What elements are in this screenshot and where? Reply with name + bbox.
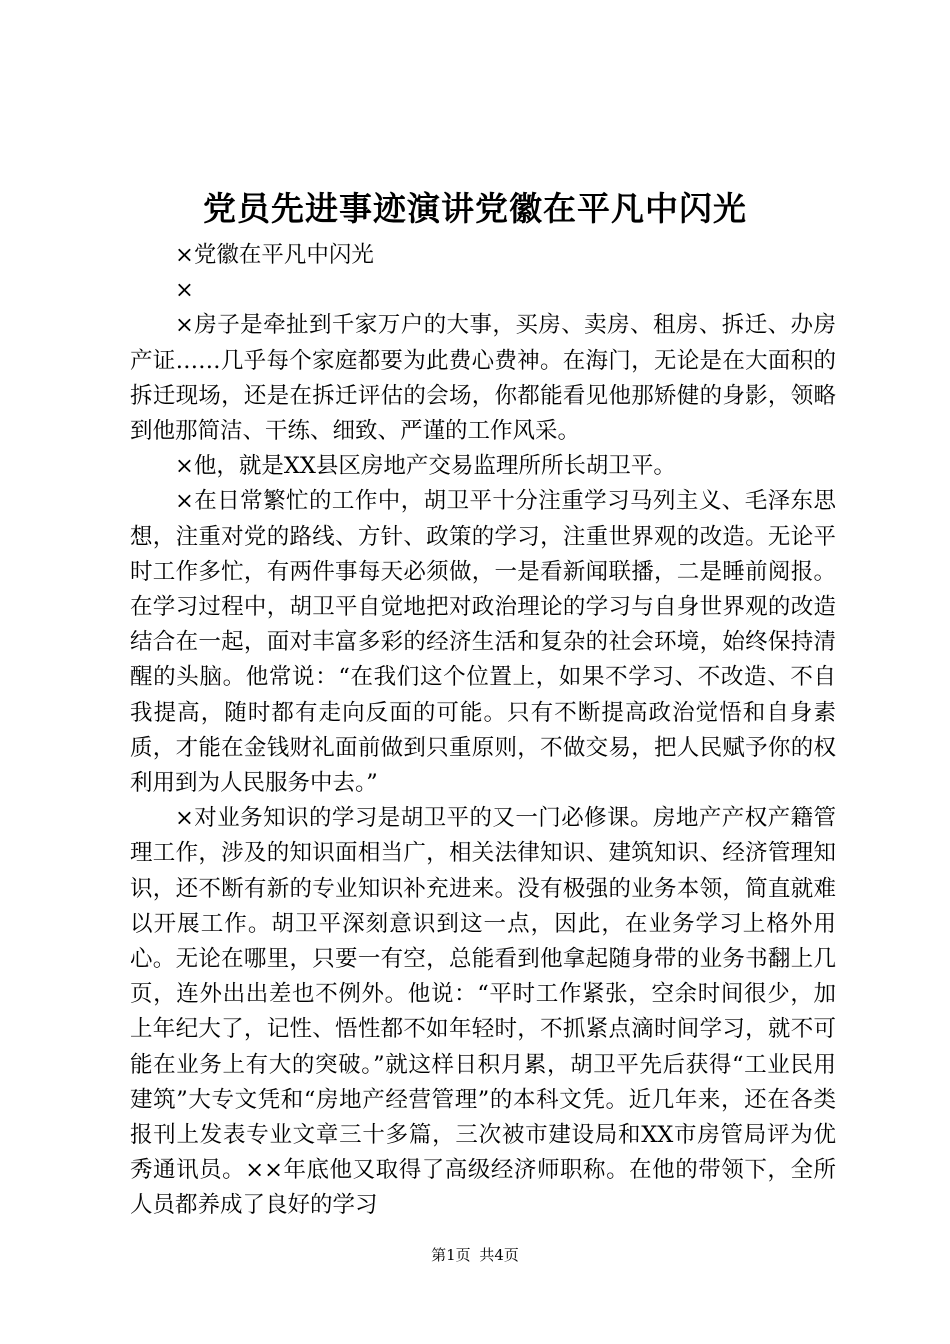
page-footer xyxy=(0,1244,950,1266)
paragraph: ×在日常繁忙的工作中，胡卫平十分注重学习马列主义、毛泽东思想，注重对党的路线、方针、政策的学习，注重世界观的改造。无论平时工作多忙，有两件事每天必须做，一是看新闻联播，二是睡前阅报。在学习过程中，胡卫平自觉地把对政治理论的学习与自身世界观的改造结合在一起，面对丰富多彩的经济生活和复杂的社会环境，始终保持清醒的头脑。他常说：“在我们这个位置上，如果不学习、不改造、不自我提高，随时都有走向反面的可能。只有不断提高政治觉悟和自身素质，才能在金钱财礼面前做到只重原则，不做交易，把人民赋予你的权利用到为人民服务中去。” xyxy=(130,488,836,797)
page-total: 共4页 xyxy=(479,1246,519,1264)
document-title: 党员先进事迹演讲党徽在平凡中闪光 xyxy=(203,189,747,228)
paragraph: ×房子是牵扯到千家万户的大事，买房、卖房、租房、拆迁、办房产证……几乎每个家庭都要为此费心费神。在海门，无论是在大面积的拆迁现场，还是在拆迁评估的会场，你都能看见他那矫健的身影，领略到他那简洁、干练、细致、严谨的工作风采。 xyxy=(130,312,836,445)
page-number: 第1页 xyxy=(431,1246,471,1264)
paragraph: ×党徽在平凡中闪光 xyxy=(175,242,374,268)
document-body xyxy=(130,238,836,1224)
paragraph: ×对业务知识的学习是胡卫平的又一门必修课。房地产产权产籍管理工作，涉及的知识面相当广，相关法律知识、建筑知识、经济管理知识，还不断有新的专业知识补充进来。没有极强的业务本领，简直就难以开展工作。胡卫平深刻意识到这一点，因此，在业务学习上格外用心。无论在哪里，只要一有空，总能看到他拿起随身带的业务书翻上几页，连外出出差也不例外。他说：“平时工作紧张，空余时间很少，加上年纪大了，记性、悟性都不如年轻时，不抓紧点滴时间学习，就不可能在业务上有大的突破。”就这样日积月累，胡卫平先后获得“工业民用建筑”大专文凭和“房地产经营管理”的本科文凭。近几年来，还在各类报刊上发表专业文章三十多篇，三次被市建设局和XX市房管局评为优秀通讯员。××年底他又取得了高级经济师职称。在他的带领下，全所人员都养成了良好的学习 xyxy=(130,805,836,1219)
paragraph: ×他，就是XX县区房地产交易监理所所长胡卫平。 xyxy=(175,453,676,480)
paragraph: × xyxy=(175,277,194,304)
